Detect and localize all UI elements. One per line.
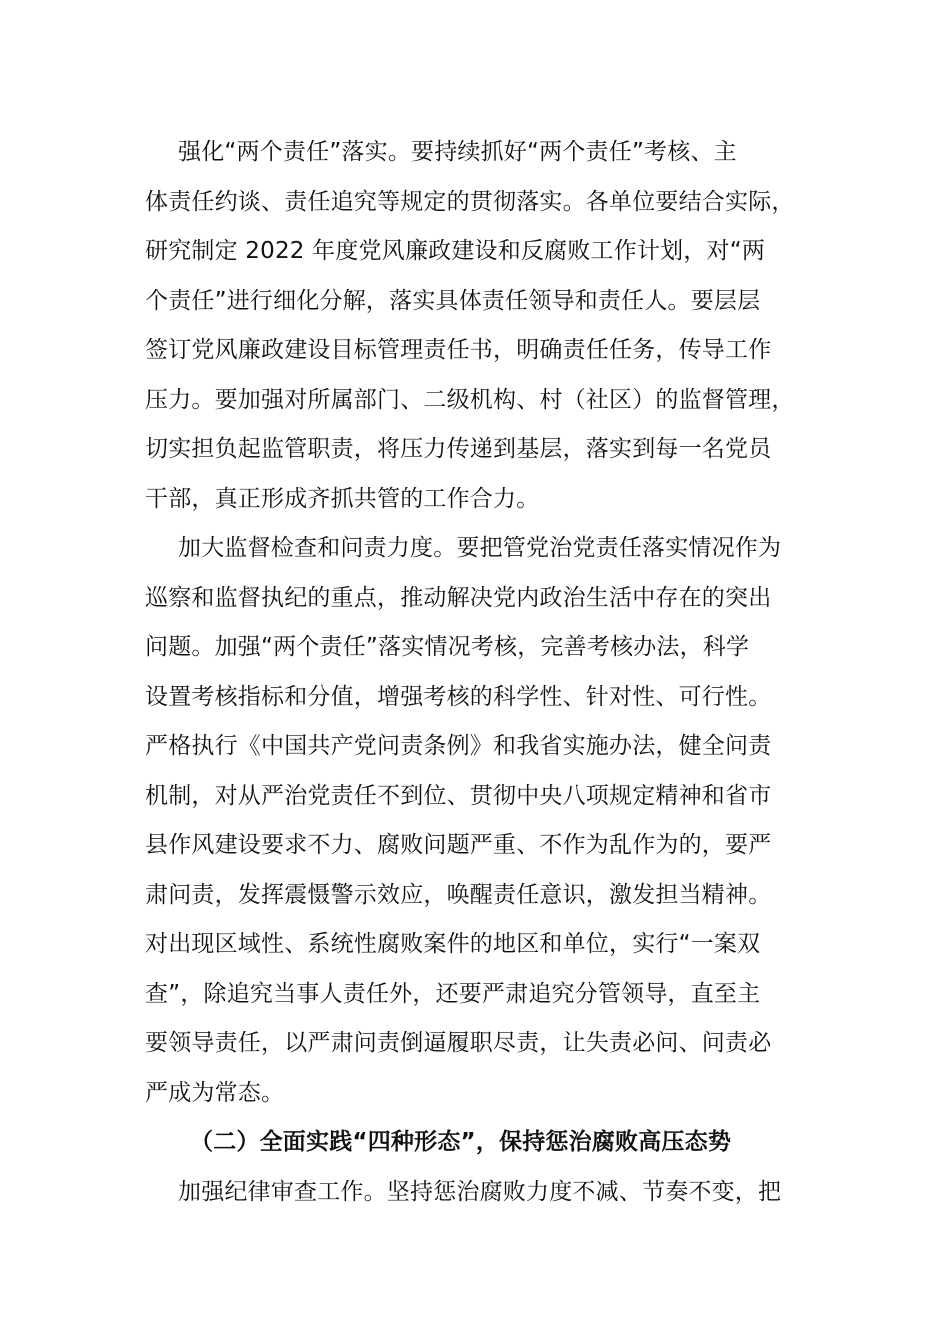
paragraph-2-line-10: 查”，除追究当事人责任外，还要严肃追究分管领导，直至主 [145, 980, 761, 1007]
paragraph-1-line-8: 干部，真正形成齐抓共管的工作合力。 [145, 485, 540, 512]
paragraph-3-line-1: 加强纪律审查工作。坚持惩治腐败力度不减、节奏不变，把 [178, 1178, 782, 1205]
paragraph-2-line-1: 加大监督检查和问责力度。要把管党治党责任落实情况作为 [178, 535, 782, 561]
paragraph-1-line-6: 压力。要加强对所属部门、二级机构、村（社区）的监督管理， [145, 386, 795, 413]
document-body [145, 128, 810, 1217]
paragraph-2-line-5: 严格执行《中国共产党问责条例》和我省实施办法，健全问责 [145, 733, 772, 759]
paragraph-2-line-2: 巡察和监督执纪的重点，推动解决党内政治生活中存在的突出 [145, 584, 772, 611]
paragraph-2-line-4: 设置考核指标和分值，增强考核的科学性、针对性、可行性。 [145, 683, 772, 710]
paragraph-1-line-2: 体责任约谈、责任追究等规定的贯彻落实。各单位要结合实际， [145, 188, 795, 215]
paragraph-2-line-12: 严成为常态。 [145, 1079, 285, 1106]
paragraph-1-line-3: 研究制定 2022 年度党风廉政建设和反腐败工作计划，对“两 [145, 238, 766, 264]
paragraph-2-line-11: 要领导责任，以严肃问责倒逼履职尽责，让失责必问、问责必 [145, 1030, 772, 1056]
paragraph-2-line-8: 肃问责，发挥震慑警示效应，唤醒责任意识，激发担当精神。 [145, 881, 772, 908]
paragraph-2-line-3: 问题。加强“两个责任”落实情况考核，完善考核办法，科学 [145, 634, 750, 660]
paragraph-1-line-4: 个责任”进行细化分解，落实具体责任领导和责任人。要层层 [145, 287, 761, 314]
paragraph-2-line-6: 机制，对从严治党责任不到位、贯彻中央八项规定精神和省市 [145, 782, 772, 809]
section-heading: （二）全面实践“四种形态”，保持惩治腐败高压态势 [190, 1129, 732, 1155]
paragraph-1-line-1: 强化“两个责任”落实。要持续抓好“两个责任”考核、主 [178, 139, 737, 165]
paragraph-1-line-7: 切实担负起监管职责，将压力传递到基层，落实到每一名党员 [145, 436, 772, 462]
paragraph-2-line-9: 对出现区域性、系统性腐败案件的地区和单位，实行“一案双 [145, 931, 761, 957]
paragraph-2-line-7: 县作风建设要求不力、腐败问题严重、不作为乱作为的，要严 [145, 832, 772, 858]
paragraph-1-line-5: 签订党风廉政建设目标管理责任书，明确责任任务，传导工作 [145, 337, 772, 363]
